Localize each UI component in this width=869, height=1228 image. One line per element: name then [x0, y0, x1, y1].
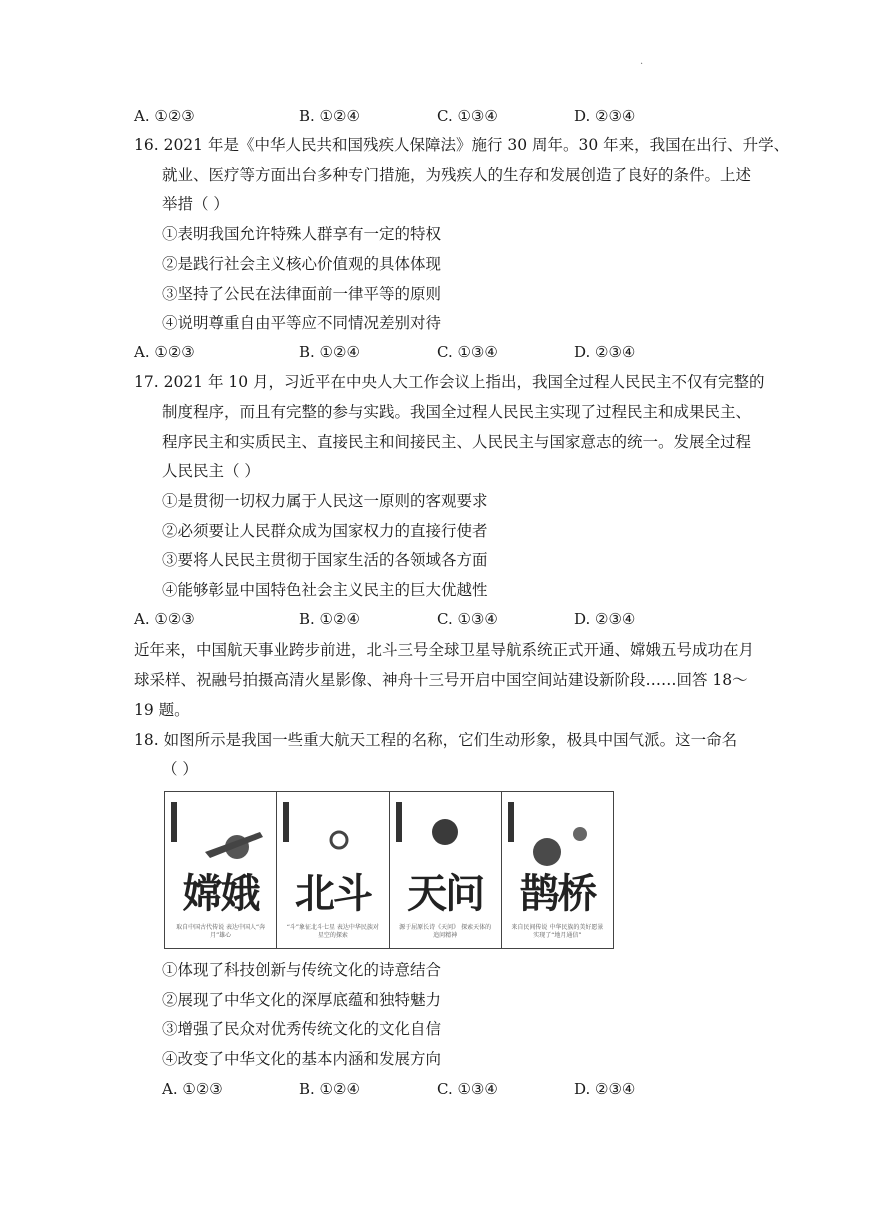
aerospace-posters-figure: [164, 791, 614, 949]
poster-chars: 鹊桥: [519, 871, 596, 917]
q16-stem-line: 举措（ ）: [162, 195, 229, 213]
q17-stem-line: 人民民主（ ）: [162, 462, 260, 480]
q15-option-d: D. ②③④: [574, 107, 636, 125]
q16-item: ④说明尊重自由平等应不同情况差别对待: [162, 314, 442, 332]
poster-chars: 嫦娥: [182, 871, 259, 917]
q16-item: ③坚持了公民在法律面前一律平等的原则: [162, 285, 442, 303]
poster-tianwen: [390, 792, 502, 948]
q18-option-d: D. ②③④: [574, 1080, 636, 1098]
poster-caption: 取自中国古代传说 表达中国人“奔月”雄心: [176, 924, 266, 939]
q17-stem-line: 17. 2021 年 10 月，习近平在中央人大工作会议上指出，我国全过程人民民主不仅有完整的: [134, 373, 765, 391]
passage-line: 近年来，中国航天事业跨步前进，北斗三号全球卫星导航系统正式开通、嫦娥五号成功在月: [134, 641, 755, 659]
q15-option-b: B. ①②④: [299, 107, 360, 125]
poster-caption: 来自民间传说 中华民族的美好愿景 实现了“地月通信”: [511, 924, 604, 939]
page-mark: .: [640, 56, 644, 67]
q16-option-a: A. ①②③: [134, 343, 195, 361]
poster-queqiao: [502, 792, 613, 948]
q17-stem-line: 制度程序，而且有完整的参与实践。我国全过程人民民主实现了过程民主和成果民主、: [162, 403, 752, 421]
q16-option-b: B. ①②④: [299, 343, 360, 361]
q16-stem-line: 就业、医疗等方面出台多种专门措施，为残疾人的生存和发展创造了良好的条件。上述: [162, 166, 752, 184]
poster-change: [165, 792, 277, 948]
q18-stem-line: （ ）: [162, 760, 198, 778]
q18-item: ①体现了科技创新与传统文化的诗意结合: [162, 961, 442, 979]
poster-chars: 北斗: [294, 871, 371, 917]
q16-option-c: C. ①③④: [437, 343, 498, 361]
q15-option-c: C. ①③④: [437, 107, 498, 125]
passage-line: 球采样、祝融号拍摄高清火星影像、神舟十三号开启中国空间站建设新阶段……回答 18～: [134, 671, 748, 689]
q16-item: ②是践行社会主义核心价值观的具体体现: [162, 255, 442, 273]
poster-chars: 天问: [407, 871, 484, 917]
poster-beidou: [277, 792, 389, 948]
q18-stem-line: 18. 如图所示是我国一些重大航天工程的名称，它们生动形象，极具中国气派。这一命名: [134, 731, 738, 749]
q16-option-d: D. ②③④: [574, 343, 636, 361]
q17-option-c: C. ①③④: [437, 610, 498, 628]
poster-caption: 源于屈原长诗《天问》 探索天体的追问精神: [399, 924, 492, 939]
q17-option-b: B. ①②④: [299, 610, 360, 628]
q17-item: ③要将人民民主贯彻于国家生活的各领域各方面: [162, 551, 488, 569]
q17-item: ①是贯彻一切权力属于人民这一原则的客观要求: [162, 492, 488, 510]
q17-item: ④能够彰显中国特色社会主义民主的巨大优越性: [162, 581, 488, 599]
poster-caption: “斗”象征北斗七星 表达中华民族对星空的探索: [286, 924, 379, 939]
q16-stem-line: 16. 2021 年是《中华人民共和国残疾人保障法》施行 30 周年。30 年来，我国在出行、升学、: [134, 136, 790, 154]
q18-item: ④改变了中华文化的基本内涵和发展方向: [162, 1050, 442, 1068]
q16-item: ①表明我国允许特殊人群享有一定的特权: [162, 225, 442, 243]
passage-line: 19 题。: [134, 701, 190, 719]
q15-option-a: A. ①②③: [134, 107, 195, 125]
q18-option-a: A. ①②③: [162, 1080, 223, 1098]
q17-item: ②必须要让人民群众成为国家权力的直接行使者: [162, 522, 488, 540]
q18-item: ②展现了中华文化的深厚底蕴和独特魅力: [162, 991, 442, 1009]
q17-stem-line: 程序民主和实质民主、直接民主和间接民主、人民民主与国家意志的统一。发展全过程: [162, 433, 752, 451]
q17-option-d: D. ②③④: [574, 610, 636, 628]
q18-option-c: C. ①③④: [437, 1080, 498, 1098]
q18-option-b: B. ①②④: [299, 1080, 360, 1098]
q17-option-a: A. ①②③: [134, 610, 195, 628]
q18-item: ③增强了民众对优秀传统文化的文化自信: [162, 1020, 442, 1038]
